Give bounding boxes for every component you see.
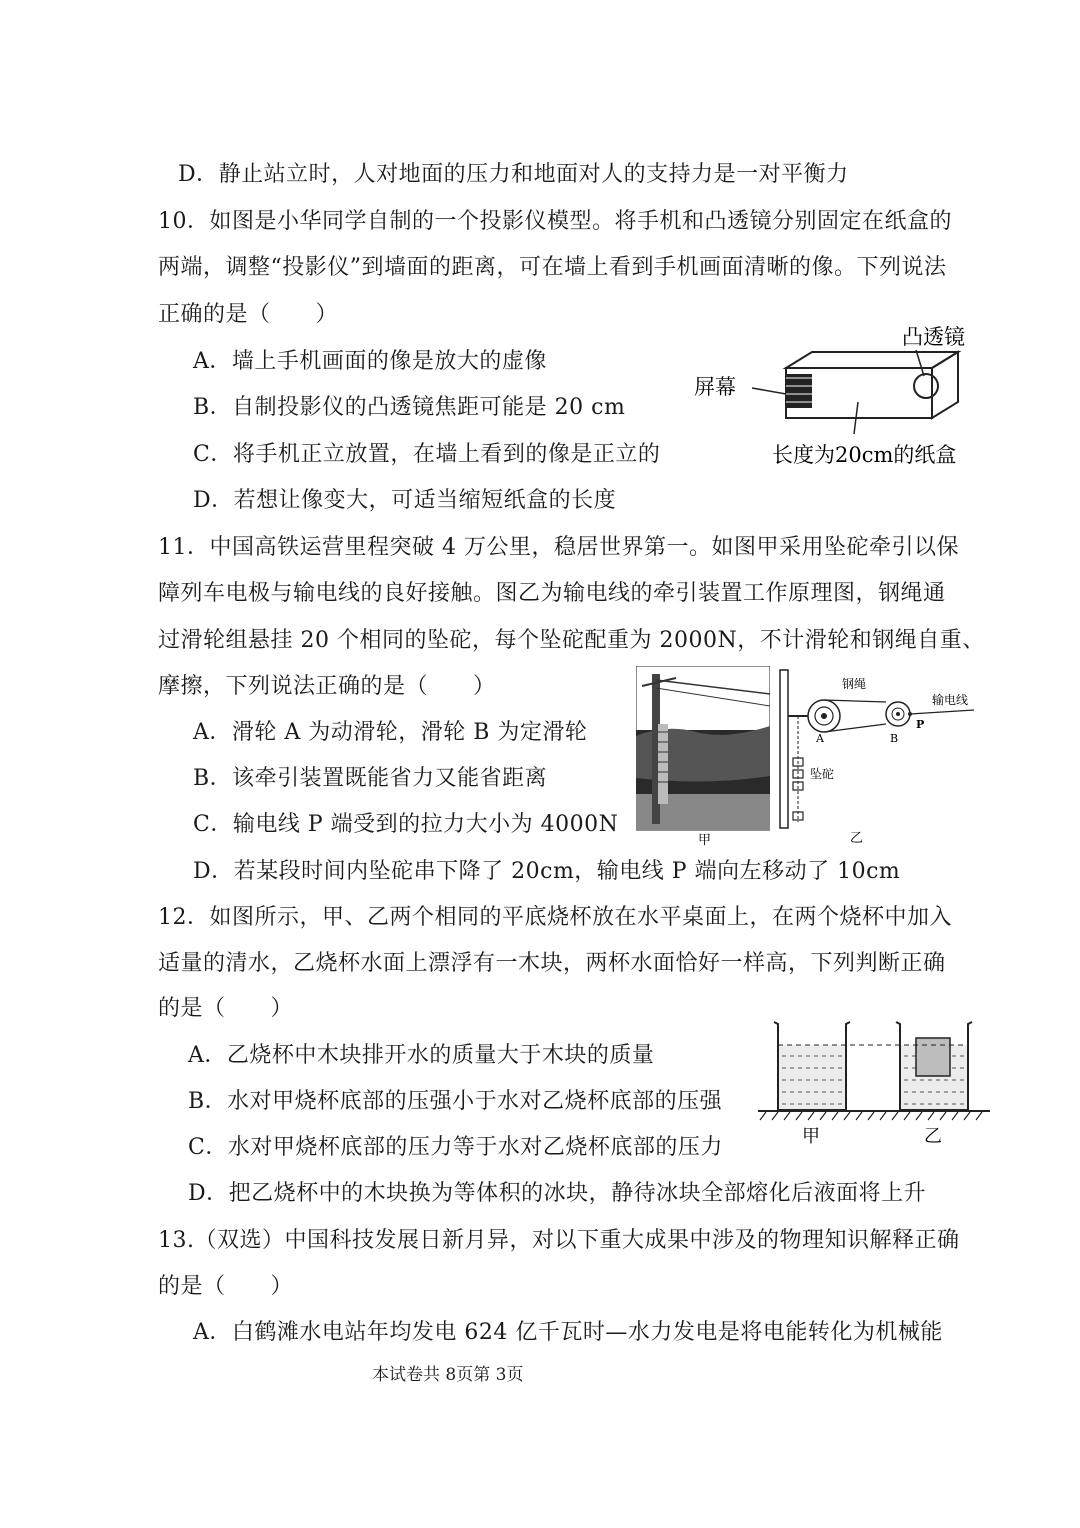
- q10-option-b: B．自制投影仪的凸透镜焦距可能是 20 cm: [193, 395, 626, 420]
- label-yi: 乙: [850, 831, 864, 846]
- q10-stem-line-3: 正确的是（ ）: [158, 302, 339, 327]
- q10-stem-line-1: 10．如图是小华同学自制的一个投影仪模型。将手机和凸透镜分别固定在纸盒的: [158, 209, 952, 234]
- weight-label: 坠砣: [810, 767, 835, 781]
- q9-option-d: D．静止站立时，人对地面的压力和地面对人的支持力是一对平衡力: [178, 162, 849, 187]
- point-p-label: P: [916, 718, 925, 731]
- q13-stem-line-2: 的是（ ）: [158, 1274, 294, 1299]
- q10-option-a: A．墙上手机画面的像是放大的虚像: [193, 349, 547, 374]
- q10-stem-line-2: 两端，调整“投影仪”到墙面的距离，可在墙上看到手机画面清晰的像。下列说法: [158, 255, 947, 280]
- q13-stem-line-1: 13.（双选）中国科技发展日新月异，对以下重大成果中涉及的物理知识解释正确: [158, 1228, 960, 1253]
- wood-block: [916, 1038, 950, 1076]
- screen-label: 屏幕: [694, 375, 736, 399]
- pulley-a-label: A: [816, 732, 824, 745]
- lens-label: 凸透镜: [902, 325, 965, 349]
- label-yi: 乙: [924, 1126, 942, 1147]
- wire-label: 输电线: [932, 693, 969, 707]
- q12-option-c: C．水对甲烧杯底部的压力等于水对乙烧杯底部的压力: [188, 1135, 723, 1160]
- q13-option-a: A．白鹤滩水电站年均发电 624 亿千瓦时—水力发电是将电能转化为机械能: [193, 1320, 943, 1345]
- q12-option-a: A．乙烧杯中木块排开水的质量大于木块的质量: [188, 1043, 655, 1068]
- q12-stem-line-1: 12．如图所示，甲、乙两个相同的平底烧杯放在水平桌面上，在两个烧杯中加入: [158, 905, 952, 930]
- q12-stem-line-2: 适量的清水，乙烧杯水面上漂浮有一木块，两杯水面恰好一样高，下列判断正确: [158, 951, 946, 976]
- q11-option-d: D．若某段时间内坠砣串下降了 20cm，输电线 P 端向左移动了 10cm: [193, 859, 901, 884]
- label-jia: 甲: [802, 1126, 820, 1147]
- q11-stem-line-2: 障列车电极与输电线的良好接触。图乙为输电线的牵引装置工作原理图，钢绳通: [158, 581, 946, 606]
- q11-pulley-diagram-yi: [776, 666, 986, 848]
- pulley-b-label: B: [890, 732, 899, 745]
- q11-photo-jia: [636, 666, 770, 848]
- q10-option-d: D．若想让像变大，可适当缩短纸盒的长度: [193, 488, 617, 513]
- page-footer: 本试卷共 8页第 3页: [372, 1365, 524, 1385]
- q12-option-d: D．把乙烧杯中的木块换为等体积的冰块，静待冰块全部熔化后液面将上升: [188, 1181, 927, 1206]
- box-label: 长度为20cm的纸盒: [772, 443, 957, 467]
- q12-option-b: B．水对甲烧杯底部的压强小于水对乙烧杯底部的压强: [188, 1089, 723, 1114]
- q11-stem-line-1: 11．中国高铁运营里程突破 4 万公里，稳居世界第一。如图甲采用坠砣牵引以保: [158, 535, 959, 560]
- q10-projector-figure: [690, 316, 990, 476]
- q12-stem-line-3: 的是（ ）: [158, 996, 294, 1021]
- q11-option-a: A．滑轮 A 为动滑轮，滑轮 B 为定滑轮: [193, 720, 588, 745]
- q10-option-c: C．将手机正立放置，在墙上看到的像是正立的: [193, 442, 661, 467]
- q12-beakers-figure: [756, 1016, 992, 1150]
- rope-label: 钢绳: [842, 677, 867, 691]
- q11-stem-line-3: 过滑轮组悬挂 20 个相同的坠砣，每个坠砣配重为 2000N，不计滑轮和钢绳自重、: [158, 628, 985, 653]
- q11-option-b: B．该牵引装置既能省力又能省距离: [193, 766, 548, 791]
- q11-option-c: C．输电线 P 端受到的拉力大小为 4000N: [193, 812, 619, 837]
- label-jia: 甲: [698, 833, 712, 848]
- q11-stem-line-4: 摩擦，下列说法正确的是（ ）: [158, 674, 496, 699]
